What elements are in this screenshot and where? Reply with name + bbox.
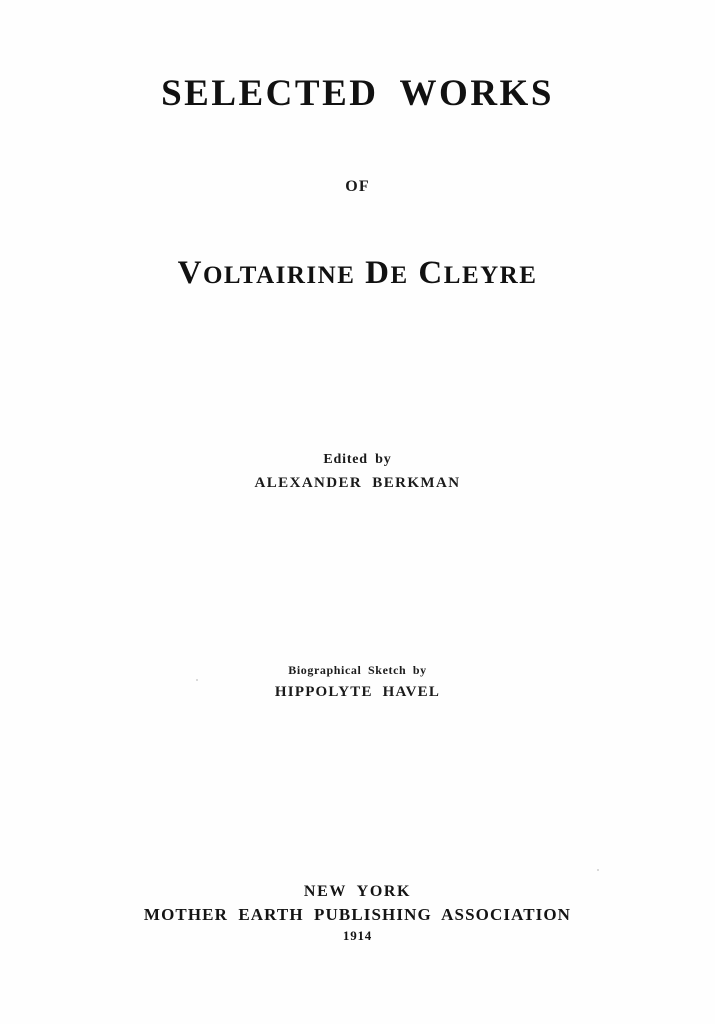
editor-credit (0, 452, 715, 492)
author-part-2-cap: D (365, 255, 391, 291)
biography-author-name: HIPPOLYTE HAVEL (274, 684, 441, 700)
author-part-2-rest: E (390, 262, 409, 289)
imprint-city: NEW YORK (303, 883, 412, 900)
scan-speck (196, 679, 198, 681)
title-connector-of: OF (345, 178, 370, 195)
author-name (0, 255, 715, 292)
author-part-1-cap: V (177, 255, 203, 291)
editor-credit-label: Edited by (323, 452, 392, 467)
page-title: SELECTED WORKS (161, 73, 554, 114)
imprint-publisher: MOTHER EARTH PUBLISHING ASSOCIATION (143, 905, 572, 924)
biography-credit-label: Biographical Sketch by (288, 663, 427, 677)
author-part-1-rest: OLTAIRINE (202, 262, 356, 289)
imprint-year: 1914 (342, 928, 373, 943)
author-part-3-cap: C (418, 255, 444, 291)
scan-speck (597, 869, 599, 871)
editor-name: ALEXANDER BERKMAN (254, 475, 461, 491)
imprint (0, 883, 715, 944)
author-part-3-rest: LEYRE (443, 262, 538, 289)
biography-credit (0, 663, 715, 701)
